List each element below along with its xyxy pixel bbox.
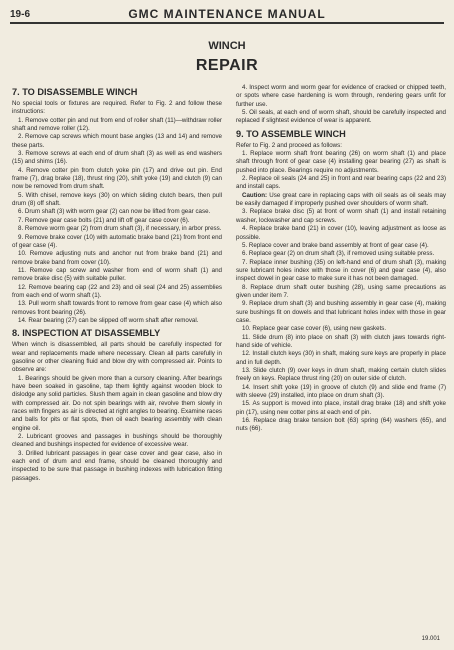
step-item: 12. Install clutch keys (30) in shaft, making sure keys are properly in place and in full depth. bbox=[236, 350, 446, 366]
step-item: 6. Replace gear (2) on drum shaft (3), if removed using suitable press. bbox=[242, 250, 435, 258]
disassemble-steps bbox=[12, 117, 222, 326]
page-number: 19-6 bbox=[10, 8, 31, 20]
step-item: 13. Slide clutch (9) over keys in drum shaft, making certain clutch slides freely on keys. Replace thrust ring (20) on outer side of clutch. bbox=[236, 367, 446, 383]
inspection-intro: When winch is disassembled, all parts should be carefully inspected for wear and replacements made where necessary. Clean all parts carefully in gasoline or other cleaning fluid and blow dry with compressed air. Points to observe are: bbox=[12, 341, 222, 374]
step-item: 10. Remove adjusting nuts and anchor nut from brake band (21) and remove brake band from cover (10). bbox=[12, 250, 222, 266]
step-item: 11. Slide drum (8) into place on shaft (3) with clutch jaws towards right-hand side of vehicle. bbox=[236, 333, 446, 349]
step-item: 5. With chisel, remove keys (30) on which sliding clutch bears, then pull drum (8) off shaft. bbox=[12, 191, 222, 208]
footer-code: 19.001 bbox=[421, 636, 440, 642]
inspection-steps bbox=[12, 375, 222, 483]
step-item: 7. Remove gear case bolts (21) and lift off gear case cover (6). bbox=[18, 216, 190, 224]
assemble-intro: Refer to Fig. 2 and proceed as follows: bbox=[236, 141, 342, 149]
step-item: 9. Remove brake cover (10) with automatic brake band (21) from front end of gear case (4). bbox=[12, 233, 222, 249]
right-column bbox=[236, 84, 446, 434]
step-item: 11. Remove cap screw and washer from end of worm shaft (1) and remove brake disc (5) with suitable puller. bbox=[12, 266, 222, 283]
step-item: 7. Replace inner bushing (35) on left-hand end of drum shaft (3), making sure lubricant holes index with those in cover (6) and gear case (4), also inspect dowel in gear case to make sure it has not been damaged. bbox=[236, 258, 446, 283]
step-item: 12. Remove bearing cap (22 and 23) and oil seal (24 and 25) assemblies from each end of worm shaft (1). bbox=[12, 283, 222, 299]
step-item: 4. Replace brake band (21) in cover (10), leaving adjustment as loose as possible. bbox=[236, 225, 446, 241]
step-item: 15. As support is moved into place, install drag brake (18) and shift yoke pin (17), using new cotter pins at each end of pin. bbox=[236, 400, 446, 416]
step-item: 13. Pull worm shaft towards front to remove from gear case (4) which also removes front bearing (26). bbox=[12, 300, 222, 316]
step-item: 3. Drilled lubricant passages in gear case cover and gear case, also in each end of drum and end frame, should be cleaned thoroughly and inspected to be sure that passage in bushing indexes with lubrication fitting passages. bbox=[12, 449, 222, 482]
caution-text: Use great care in replacing caps with oil seals as oil seals may be easily damaged if improperly pushed over shoulders of worm shaft. bbox=[236, 191, 446, 208]
step-item: 10. Replace gear case cover (6), using new gaskets. bbox=[242, 325, 387, 333]
assemble-steps-continued bbox=[236, 208, 446, 433]
step-item: 4. Remove cotter pin from clutch yoke pin (17) and drive out pin. End frame (7), drag brake (18), thrust ring (20), shift yoke (19) and clutch (9) can now be removed from drum shaft. bbox=[12, 166, 222, 191]
step-item: 2. Remove cap screws which mount base angles (13 and 14) and remove these parts. bbox=[12, 133, 222, 149]
inspection-heading: 8. INSPECTION AT DISASSEMBLY bbox=[12, 328, 161, 339]
step-item: 8. Replace drum shaft outer bushing (28), using same precautions as given under item 7. bbox=[236, 283, 446, 299]
step-item: 14. Insert shift yoke (19) in groove of clutch (9) and slide end frame (7) with sleeve (29) installed, into place on drum shaft (3). bbox=[236, 383, 446, 400]
step-item: 8. Remove worm gear (2) from drum shaft (3), if necessary, in arbor press. bbox=[18, 225, 222, 233]
step-item: 3. Remove screws at each end of drum shaft (3) as well as end washers (15) and shims (16). bbox=[12, 150, 222, 166]
caution-note bbox=[236, 192, 446, 209]
step-item: 5. Oil seals, at each end of worm shaft, should be carefully inspected and replaced if slightest evidence of wear is apparent. bbox=[236, 109, 446, 125]
step-item: 1. Bearings should be given more than a cursory cleaning. After bearings have been soaked in gasoline, tap them lightly against wooden block to dislodge any solid particles. Slush them again in clean gasoline and blow dry with compressed air. Do not spin bearings with air, revolve them slowly in races with fingers as air is directed at right angles to bearing. Examine races and balls for pits or flat spots, then oil each bearing assembly with clean engine oil. bbox=[12, 374, 222, 432]
step-item: 14. Rear bearing (27) can be slipped off worm shaft after removal. bbox=[18, 316, 199, 324]
step-item: 2. Replace oil seals (24 and 25) in front and rear bearing caps (22 and 23) and install caps. bbox=[236, 175, 446, 191]
disassemble-heading: 7. TO DISASSEMBLE WINCH bbox=[12, 87, 138, 97]
section-title: WINCH bbox=[208, 40, 246, 52]
step-item: 5. Replace cover and brake band assembly at front of gear case (4). bbox=[242, 241, 429, 249]
step-item: 3. Replace brake disc (5) at front of worm shaft (1) and install retaining washer, lockwasher and cap screws. bbox=[236, 208, 446, 224]
assemble-steps bbox=[236, 150, 446, 192]
step-item: 1. Remove cotter pin and nut from end of roller shaft (11)—withdraw roller shaft and remove roller (12). bbox=[12, 116, 222, 133]
disassemble-intro: No special tools or fixtures are required. Refer to Fig. 2 and follow these instructions: bbox=[12, 100, 222, 116]
assemble-heading: 9. TO ASSEMBLE WINCH bbox=[236, 128, 346, 139]
page-header bbox=[10, 6, 444, 24]
step-item: 1. Replace worm shaft front bearing (26) on worm shaft (1) and place shaft through front of gear case (4) installing gear bearing (27) as shaft is pushed into place. Bearings require no adjustments. bbox=[236, 150, 446, 174]
step-item: 6. Drum shaft (3) with worm gear (2) can now be lifted from gear case. bbox=[18, 208, 211, 216]
step-item: 9. Replace drum shaft (3) and bushing assembly in gear case (4), making sure bushings fit on dowels and that lubricant holes index with those in gear case. bbox=[236, 300, 446, 324]
subtitle: REPAIR bbox=[195, 57, 259, 74]
caution-label: Caution: bbox=[242, 191, 268, 199]
inspection-steps-continued bbox=[236, 84, 446, 126]
step-item: 16. Replace drag brake tension bolt (63) spring (64) washers (65), and nuts (66). bbox=[236, 417, 446, 433]
step-item: 2. Lubricant grooves and passages in bushings should be thoroughly cleaned and bushings inspected for evidence of excessive wear. bbox=[12, 433, 222, 449]
left-column bbox=[12, 84, 222, 483]
manual-title: GMC MAINTENANCE MANUAL bbox=[128, 7, 326, 21]
step-item: 4. Inspect worm and worm gear for evidence of cracked or chipped teeth, or spots where case hardening is worn through, rendering gears unfit for further use. bbox=[236, 84, 446, 108]
